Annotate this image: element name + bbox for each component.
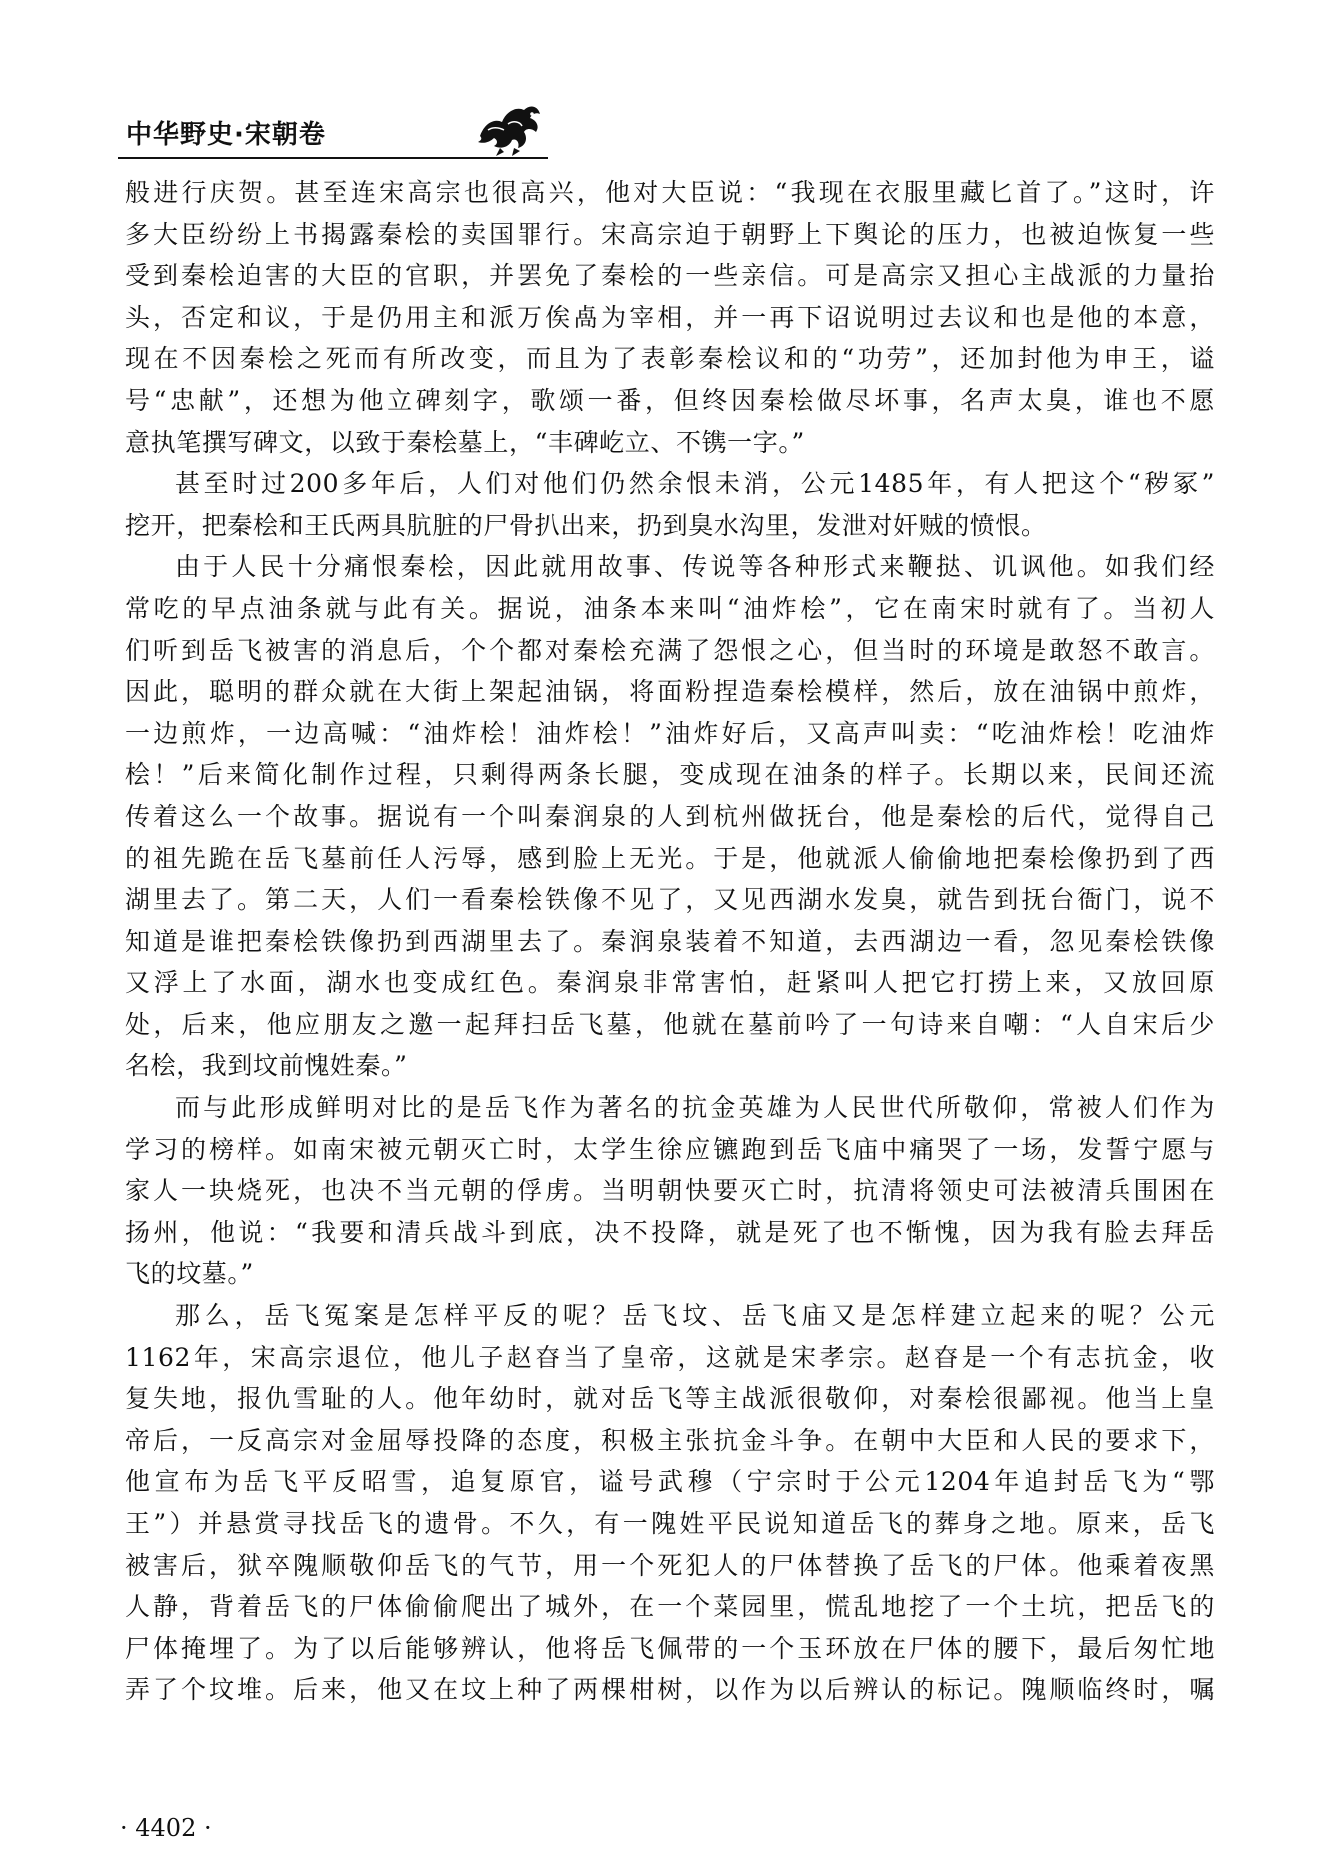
text-line: 而与此形成鲜明对比的是岳飞作为著名的抗金英雄为人民世代所敬仰，常被人们作为: [175, 1093, 1215, 1123]
text-line: 名桧，我到坟前愧姓秦。”: [125, 1051, 408, 1081]
text-line: 头，否定和议，于是仍用主和派万俟卨为宰相，并一再下诏说明过去议和也是他的本意，: [125, 302, 1215, 332]
text-line: 由于人民十分痛恨秦桧，因此就用故事、传说等各种形式来鞭挞、讥讽他。如我们经: [175, 552, 1215, 582]
header-rule: [118, 157, 548, 159]
text-line: 传着这么一个故事。据说有一个叫秦润泉的人到杭州做抚台，他是秦桧的后代，觉得自己: [125, 801, 1215, 831]
text-line: 现在不因秦桧之死而有所改变，而且为了表彰秦桧议和的“功劳”，还加封他为申王，谥: [125, 344, 1215, 374]
text-line: 人静，背着岳飞的尸体偷偷爬出了城外，在一个菜园里，慌乱地挖了一个土坑，把岳飞的: [125, 1592, 1215, 1622]
text-line: 受到秦桧迫害的大臣的官职，并罢免了秦桧的一些亲信。可是高宗又担心主战派的力量抬: [125, 261, 1215, 291]
text-line: 甚至时过200多年后，人们对他们仍然余恨未消，公元1485年，有人把这个“秽冢”: [175, 469, 1215, 499]
text-line: 扬州，他说：“我要和清兵战斗到底，决不投降，就是死了也不惭愧，因为我有脸去拜岳: [125, 1217, 1215, 1247]
text-line: 因此，聪明的群众就在大街上架起油锅，将面粉捏造秦桧模样，然后，放在油锅中煎炸，: [125, 677, 1215, 707]
text-line: 他宣布为岳飞平反昭雪，追复原官，谥号武穆（宁宗时于公元1204年追封岳飞为“鄂: [125, 1467, 1215, 1497]
text-line: 常吃的早点油条就与此有关。据说，油条本来叫“油炸桧”，它在南宋时就有了。当初人: [125, 593, 1215, 623]
text-line: 多大臣纷纷上书揭露秦桧的卖国罪行。宋高宗迫于朝野上下舆论的压力，也被迫恢复一些: [125, 219, 1215, 249]
dragon-emblem-icon: [470, 96, 548, 158]
text-line: 知道是谁把秦桧铁像扔到西湖里去了。秦润泉装着不知道，去西湖边一看，忽见秦桧铁像: [125, 926, 1215, 956]
text-line: 学习的榜样。如南宋被元朝灭亡时，太学生徐应镳跑到岳飞庙中痛哭了一场，发誓宁愿与: [125, 1134, 1215, 1164]
header-title: 中华野史·宋朝卷: [126, 120, 326, 150]
text-line: 号“忠献”，还想为他立碑刻字，歌颂一番，但终因秦桧做尽坏事，名声太臭，谁也不愿: [125, 385, 1215, 415]
text-line: 挖开，把秦桧和王氏两具肮脏的尸骨扒出来，扔到臭水沟里，发泄对奸贼的愤恨。: [125, 510, 1047, 540]
text-line: 被害后，狱卒隗顺敬仰岳飞的气节，用一个死犯人的尸体替换了岳飞的尸体。他乘着夜黑: [125, 1550, 1215, 1580]
text-line: 帝后，一反高宗对金屈辱投降的态度，积极主张抗金斗争。在朝中大臣和人民的要求下，: [125, 1425, 1215, 1455]
body-text: [125, 172, 1215, 1711]
text-line: 家人一块烧死，也决不当元朝的俘虏。当明朝快要灭亡时，抗清将领史可法被清兵围困在: [125, 1176, 1215, 1206]
text-line: 处，后来，他应朋友之邀一起拜扫岳飞墓，他就在墓前吟了一句诗来自嘲：“人自宋后少: [125, 1009, 1215, 1039]
running-header: [118, 108, 548, 156]
text-line: 王”）并悬赏寻找岳飞的遗骨。不久，有一隗姓平民说知道岳飞的葬身之地。原来，岳飞: [125, 1509, 1215, 1538]
text-line: 般进行庆贺。甚至连宋高宗也很高兴，他对大臣说：“我现在衣服里藏匕首了。”这时，许: [125, 178, 1215, 207]
text-line: 那么，岳飞冤案是怎样平反的呢？岳飞坟、岳飞庙又是怎样建立起来的呢？公元: [175, 1301, 1215, 1331]
text-line: 复失地，报仇雪耻的人。他年幼时，就对岳飞等主战派很敬仰，对秦桧很鄙视。他当上皇: [125, 1384, 1215, 1414]
page-number: · 4402 ·: [120, 1814, 212, 1842]
text-line: 意执笔撰写碑文，以致于秦桧墓上，“丰碑屹立、不镌一字。”: [125, 427, 805, 457]
text-line: 的祖先跪在岳飞墓前任人污辱，感到脸上无光。于是，他就派人偷偷地把秦桧像扔到了西: [125, 843, 1215, 873]
text-line: 尸体掩埋了。为了以后能够辨认，他将岳飞佩带的一个玉环放在尸体的腰下，最后匆忙地: [125, 1633, 1215, 1663]
text-line: 又浮上了水面，湖水也变成红色。秦润泉非常害怕，赶紧叫人把它打捞上来，又放回原: [125, 968, 1215, 998]
text-line: 1162年，宋高宗退位，他儿子赵昚当了皇帝，这就是宋孝宗。赵昚是一个有志抗金，收: [125, 1342, 1215, 1372]
text-line: 们听到岳飞被害的消息后，个个都对秦桧充满了怨恨之心，但当时的环境是敢怒不敢言。: [125, 635, 1215, 665]
text-line: 湖里去了。第二天，人们一看秦桧铁像不见了，又见西湖水发臭，就告到抚台衙门，说不: [125, 885, 1215, 915]
text-line: 飞的坟墓。”: [125, 1259, 254, 1289]
text-line: 桧！”后来简化制作过程，只剩得两条长腿，变成现在油条的样子。长期以来，民间还流: [125, 760, 1215, 790]
text-line: 弄了个坟堆。后来，他又在坟上种了两棵柑树，以作为以后辨认的标记。隗顺临终时，嘱: [125, 1675, 1215, 1705]
text-line: 一边煎炸，一边高喊：“油炸桧！油炸桧！”油炸好后，又高声叫卖：“吃油炸桧！吃油炸: [125, 718, 1215, 748]
